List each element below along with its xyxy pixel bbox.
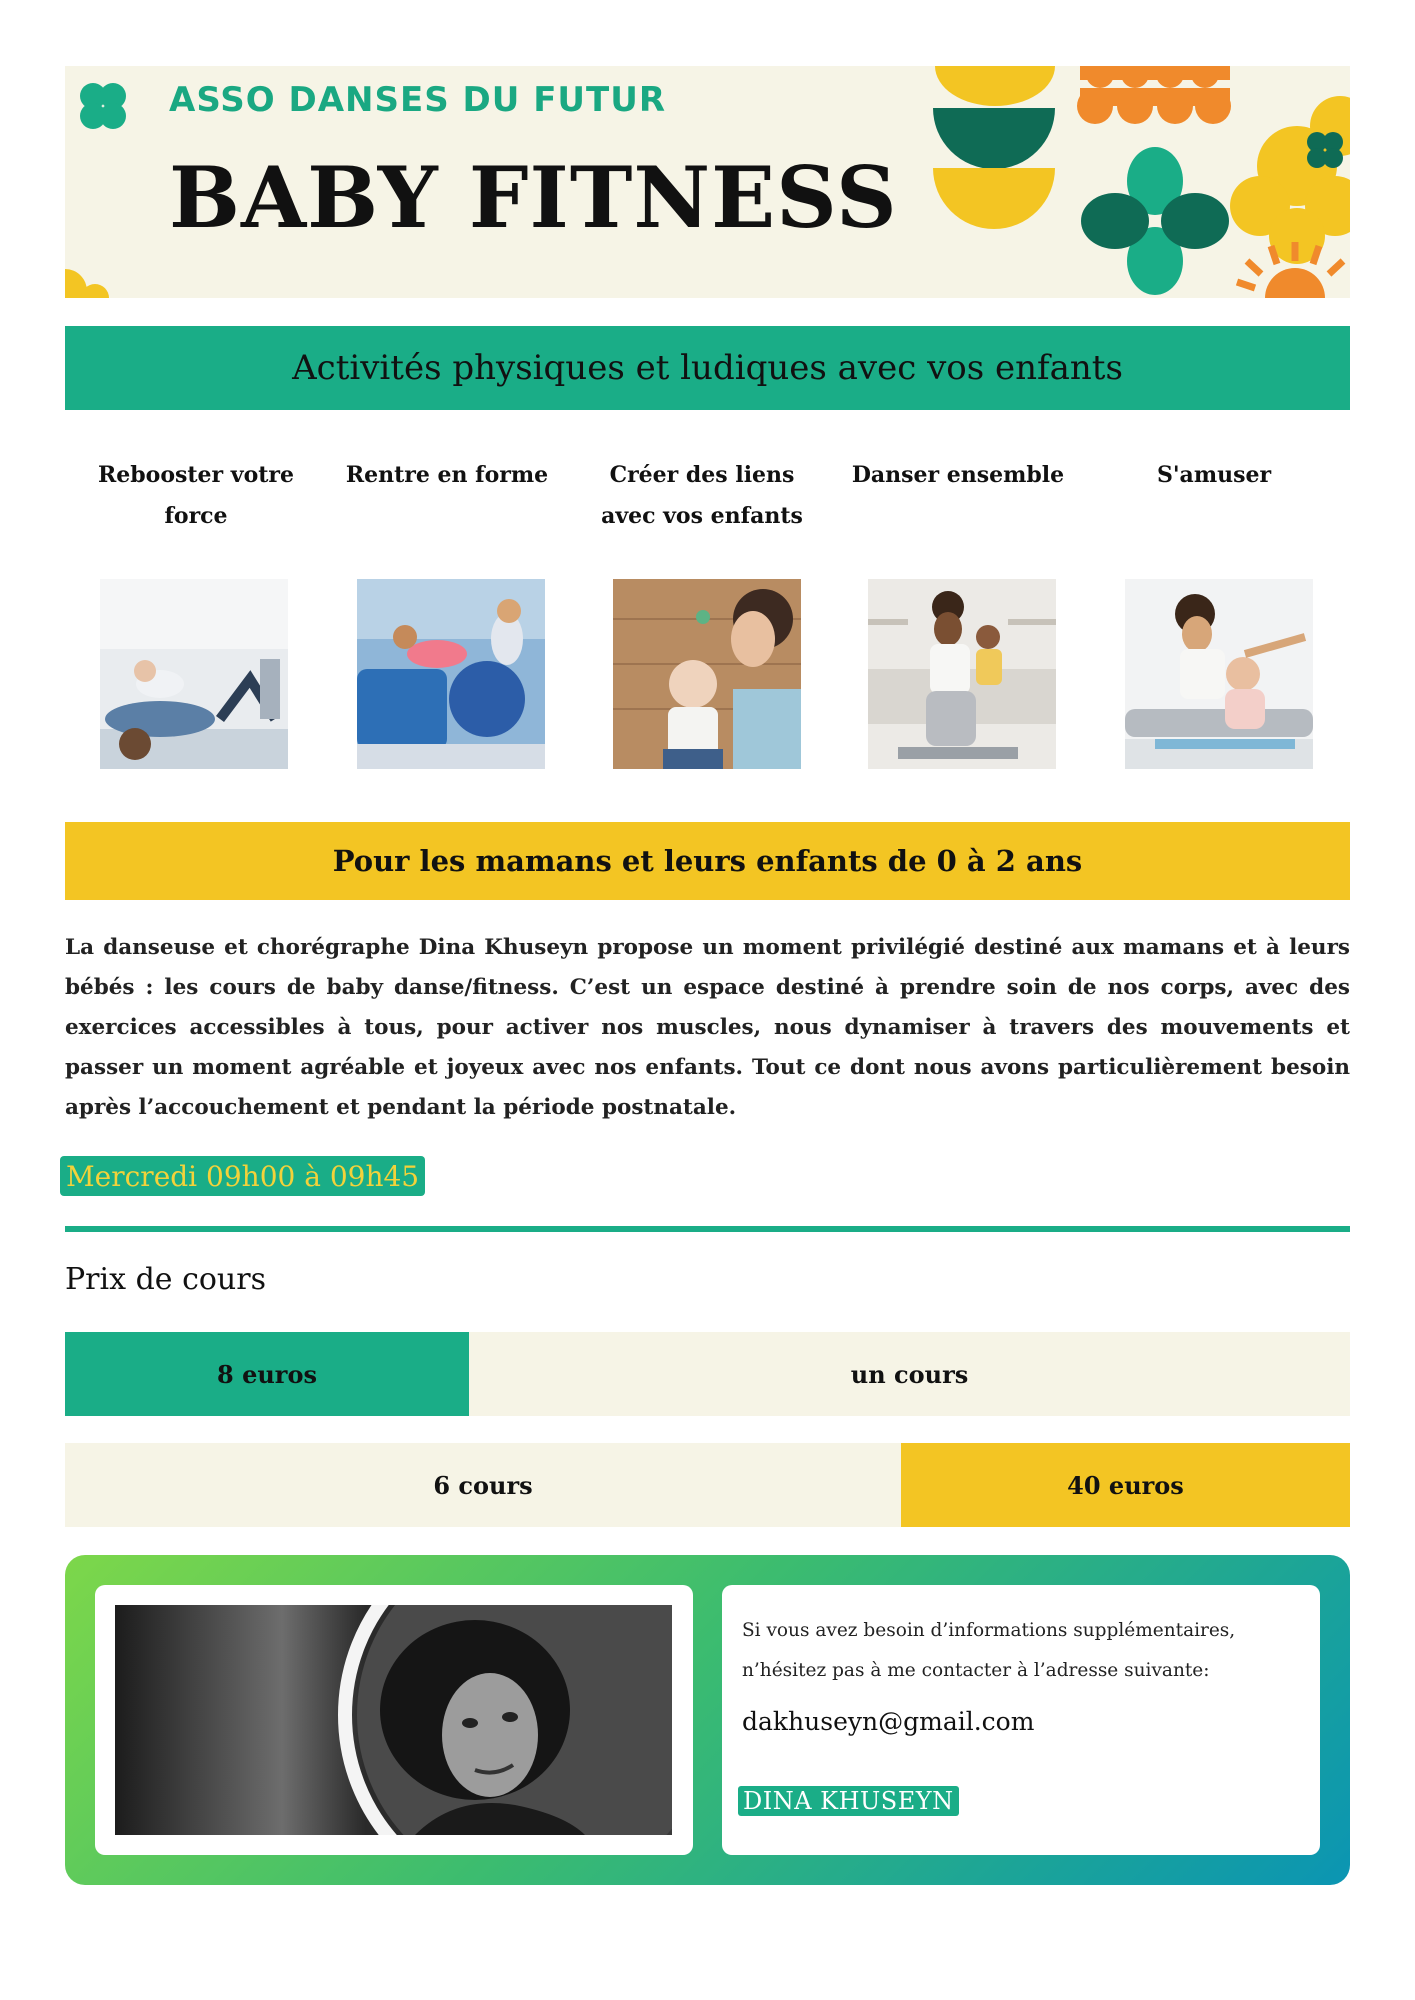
activities-section xyxy=(65,455,1350,785)
contact-info-card xyxy=(722,1585,1320,1855)
audience-banner xyxy=(65,822,1350,900)
section-divider xyxy=(65,1226,1350,1232)
activity-item xyxy=(332,455,562,585)
contact-message: Si vous avez besoin d’informations supplémentaires, n’hésitez pas à me contacter à l’adresse suivante: xyxy=(742,1620,1236,1681)
pricing-heading: Prix de cours xyxy=(65,1262,266,1297)
schedule-text: Mercredi 09h00 à 09h45 xyxy=(66,1159,420,1193)
price-single-label: un cours xyxy=(469,1332,1350,1416)
contact-name-badge xyxy=(738,1786,959,1816)
activity-item xyxy=(587,455,817,585)
activity-photo xyxy=(613,579,801,769)
audience-text: Pour les mamans et leurs enfants de 0 à 2 ans xyxy=(332,844,1083,878)
activity-photo xyxy=(1125,579,1313,769)
page-title: BABY FITNESS xyxy=(169,148,898,247)
semicircle-stack xyxy=(933,66,1055,229)
portrait-photo xyxy=(115,1605,672,1835)
description-paragraph: La danseuse et chorégraphe Dina Khuseyn propose un moment privilégié destiné aux mamans et à leurs bébés : les cours de baby danse/fitness. C’est un espace destiné à prendre soin de nos corps, avec des exercices accessibles à tous, pour activer nos muscles, nous dynamiser à travers des mouvements et passer un moment agréable et joyeux avec nos enfants. Tout ce dont nous avons particulièrement besoin après l’accouchement et pendant la période postnatale. xyxy=(65,935,1350,1120)
schedule-badge xyxy=(60,1156,425,1196)
header-banner xyxy=(65,66,1350,298)
activity-label: S'amuser xyxy=(1156,462,1272,488)
price-single: 8 euros xyxy=(65,1332,469,1416)
activity-photo xyxy=(868,579,1056,769)
subtitle-text: Activités physiques et ludiques avec vos enfants xyxy=(292,348,1123,388)
activity-item xyxy=(843,455,1073,585)
contact-name: DINA KHUSEYN xyxy=(743,1787,954,1815)
price-pack-label: 6 cours xyxy=(65,1443,901,1527)
activity-label: Créer des liens avec vos enfants xyxy=(601,462,803,529)
portrait-card xyxy=(95,1585,693,1855)
activity-item xyxy=(1099,455,1329,585)
activity-photo xyxy=(357,579,545,769)
activity-item xyxy=(81,455,311,585)
activity-label: Rentre en forme xyxy=(345,462,549,488)
price-row-pack xyxy=(65,1443,1350,1527)
activity-label: Danser ensemble xyxy=(851,462,1065,488)
wave-shape xyxy=(1077,66,1231,124)
activity-photo xyxy=(100,579,288,769)
price-pack: 40 euros xyxy=(901,1443,1350,1527)
org-name: ASSO DANSES DU FUTUR xyxy=(169,80,667,120)
subtitle-band xyxy=(65,326,1350,410)
big-clover-icon xyxy=(1081,147,1229,295)
petal-shape xyxy=(65,269,109,298)
contact-panel xyxy=(65,1555,1350,1885)
clover-icon xyxy=(80,83,126,129)
price-row-single xyxy=(65,1332,1350,1416)
activity-label: Rebooster votre force xyxy=(97,462,294,529)
contact-email[interactable]: dakhuseyn@gmail.com xyxy=(742,1707,1035,1736)
flower-shape xyxy=(1230,96,1350,264)
